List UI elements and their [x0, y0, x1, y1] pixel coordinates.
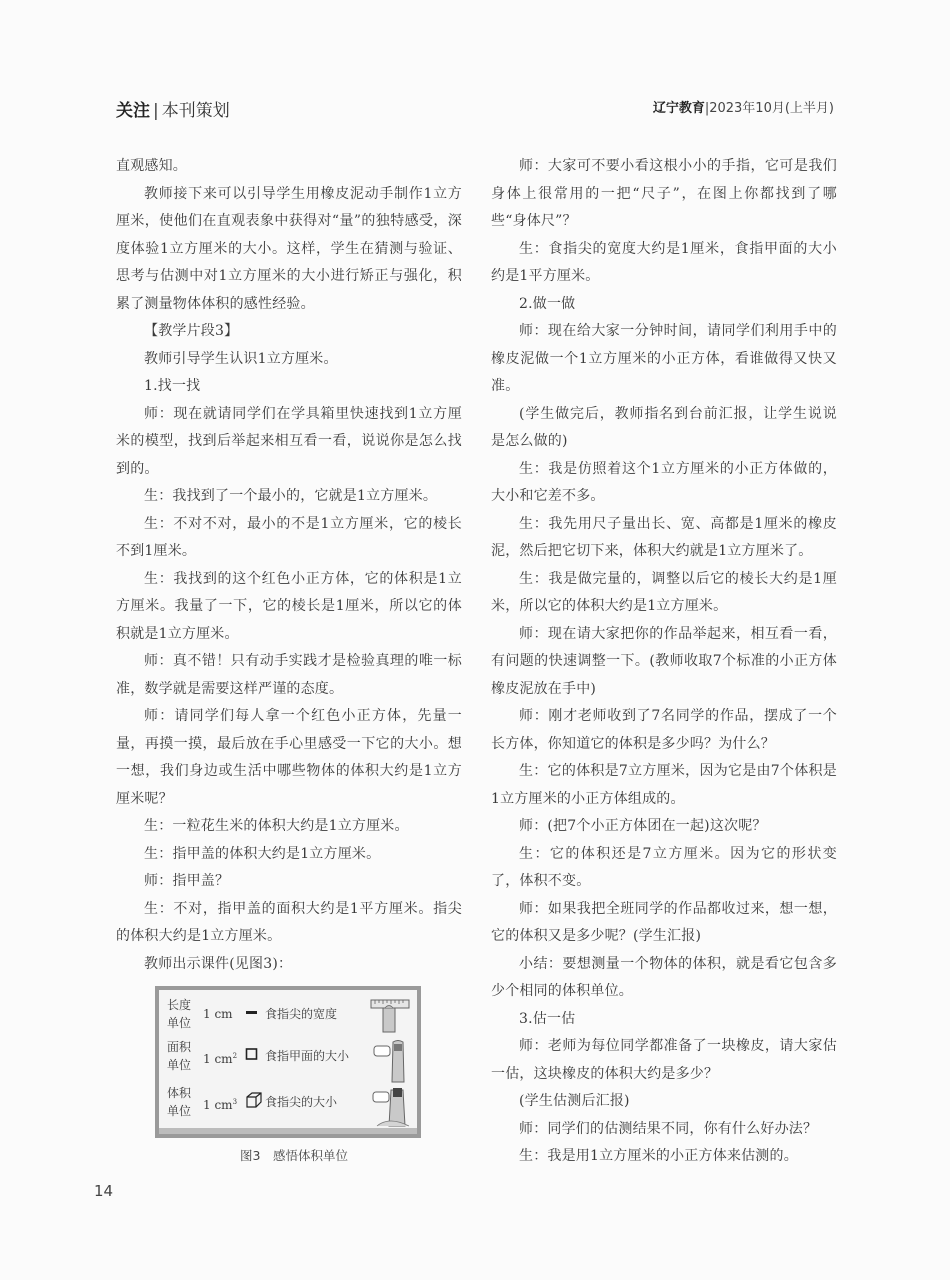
paragraph: 师：现在就请同学们在学具箱里快速找到1立方厘米的模型，找到后举起来相互看一看，说说你是怎么找到的。 — [116, 405, 462, 477]
header-section-tag: 关注 — [116, 101, 150, 121]
paragraph: 师：同学们的估测结果不同，你有什么好办法？ — [519, 1120, 818, 1137]
paragraph: 生：一粒花生米的体积大约是1立方厘米。 — [144, 818, 409, 834]
paragraph: 教师引导学生认识1立方厘米。 — [144, 350, 338, 367]
paragraph: 教师接下来可以引导学生用橡皮泥动手制作1立方厘米，使他们在直观表象中获得对“量”的独特感受，深度体验1立方厘米的大小。这样，学生在猜测与验证、思考与估测中对1立方厘米的大小进行矫正与强化，积累了测量物体体积的感性经验。 — [116, 185, 462, 312]
figure-3 — [155, 986, 421, 1138]
header-column-name: 本刊策划 — [161, 101, 230, 121]
unit-label: 面积单位 — [167, 1040, 192, 1072]
paragraph: (学生估测后汇报) — [519, 1093, 630, 1109]
header-separator: | — [153, 101, 159, 121]
paragraph: 生：不对不对，最小的不是1立方厘米，它的棱长不到1厘米。 — [116, 515, 462, 559]
unit-description: 食指尖的大小 — [265, 1095, 338, 1109]
paragraph: 生：我找到的这个红色小正方体，它的体积是1立方厘米。我量了一下，它的棱长是1厘米，所以它的体积就是1立方厘米。 — [116, 570, 462, 642]
running-header-right — [653, 97, 834, 116]
fingertip-ruler-illustration — [369, 994, 413, 1039]
paragraph: 【教学片段3】 — [144, 323, 239, 339]
page-number: 14 — [94, 1182, 114, 1200]
paragraph: 2.做一做 — [519, 295, 576, 312]
line-segment-icon — [245, 1005, 259, 1024]
paragraph: 生：它的体积是7立方厘米，因为它是由7个体积是1立方厘米的小正方体组成的。 — [491, 763, 837, 807]
cube-icon — [245, 1091, 263, 1114]
fingernail-illustration — [373, 1040, 413, 1089]
paragraph: 师：刚才老师收到了7名同学的作品，摆成了一个长方体，你知道它的体积是多少吗？为什么？ — [491, 708, 837, 752]
figure-border-stripe — [159, 1128, 417, 1134]
issue-date: 2023年10月(上半月) — [709, 101, 834, 116]
paragraph: 师：现在请大家把你的作品举起来，相互看一看，有问题的快速调整一下。(教师收取7个标准的小正方体橡皮泥放在手中) — [491, 625, 837, 697]
unit-value: 1 $cm^3$ — [203, 1098, 238, 1112]
paragraph: 生：我先用尺子量出长、宽、高都是1厘米的橡皮泥，然后把它切下来，体积大约就是1立方厘米了。 — [491, 515, 837, 559]
header-separator-right: | — [704, 101, 710, 116]
paragraph: 生：我是仿照着这个1立方厘米的小正方体做的，大小和它差不多。 — [491, 460, 837, 504]
paragraph: 生：我是做完量的，调整以后它的棱长大约是1厘米，所以它的体积大约是1立方厘米。 — [491, 570, 837, 614]
running-header-left — [116, 96, 230, 121]
paragraph: 师：真不错！只有动手实践才是检验真理的唯一标准，数学就是需要这样严谨的态度。 — [116, 653, 462, 697]
unit-label: 体积单位 — [167, 1086, 192, 1118]
paragraph: 师：(把7个小正方体团在一起)这次呢？ — [519, 818, 767, 834]
paragraph: 师：现在给大家一分钟时间，请同学们利用手中的橡皮泥做一个1立方厘米的小正方体，看谁做得又快又准。 — [491, 323, 837, 394]
journal-name: 辽宁教育 — [652, 101, 705, 116]
paragraph: 师：大家可不要小看这根小小的手指，它可是我们身体上很常用的一把“尺子”，在图上你都找到了哪些“身体尺”？ — [491, 158, 837, 229]
paragraph: (学生做完后，教师指名到台前汇报，让学生说说是怎么做的) — [491, 405, 837, 449]
right-column — [491, 153, 837, 1171]
paragraph: 生：它的体积还是7立方厘米。因为它的形状变了，体积不变。 — [491, 845, 837, 889]
paragraph: 1.找一找 — [144, 378, 201, 394]
paragraph: 生：不对，指甲盖的面积大约是1平方厘米。指尖的体积大约是1立方厘米。 — [116, 900, 462, 944]
paragraph: 生：我找到了一个最小的，它就是1立方厘米。 — [144, 488, 438, 504]
paragraph: 生：我是用1立方厘米的小正方体来估测的。 — [519, 1148, 798, 1164]
unit-value: 1 $cm^2$ — [203, 1052, 238, 1066]
paragraph: 师：请同学们每人拿一个红色小正方体，先量一量，再摸一摸，最后放在手心里感受一下它的大小。想一想，我们身边或生活中哪些物体的体积大约是1立方厘米呢？ — [116, 708, 462, 807]
paragraph: 师：如果我把全班同学的作品都收过来，想一想，它的体积又是多少呢？(学生汇报) — [491, 900, 837, 944]
unit-value: 1 cm — [203, 1007, 233, 1021]
paragraph: 教师出示课件(见图3)： — [144, 955, 293, 972]
paragraph: 生：指甲盖的体积大约是1立方厘米。 — [144, 845, 381, 862]
paragraph: 生：食指尖的宽度大约是1厘米，食指甲面的大小约是1平方厘米。 — [491, 240, 837, 284]
unit-label: 长度单位 — [167, 998, 192, 1030]
paragraph: 直观感知。 — [116, 158, 187, 174]
square-icon — [245, 1047, 259, 1066]
left-column — [116, 153, 462, 1170]
figure-caption: 图3 感悟体积单位 — [240, 1148, 348, 1163]
paragraph: 师：老师为每位同学都准备了一块橡皮，请大家估一估，这块橡皮的体积大约是多少？ — [491, 1038, 837, 1082]
paragraph: 师：指甲盖？ — [144, 873, 230, 889]
paragraph: 3.估一估 — [519, 1010, 576, 1027]
paragraph: 小结：要想测量一个物体的体积，就是看它包含多少个相同的体积单位。 — [491, 955, 837, 999]
unit-description: 食指甲面的大小 — [265, 1049, 350, 1063]
unit-description: 食指尖的宽度 — [265, 1007, 338, 1021]
